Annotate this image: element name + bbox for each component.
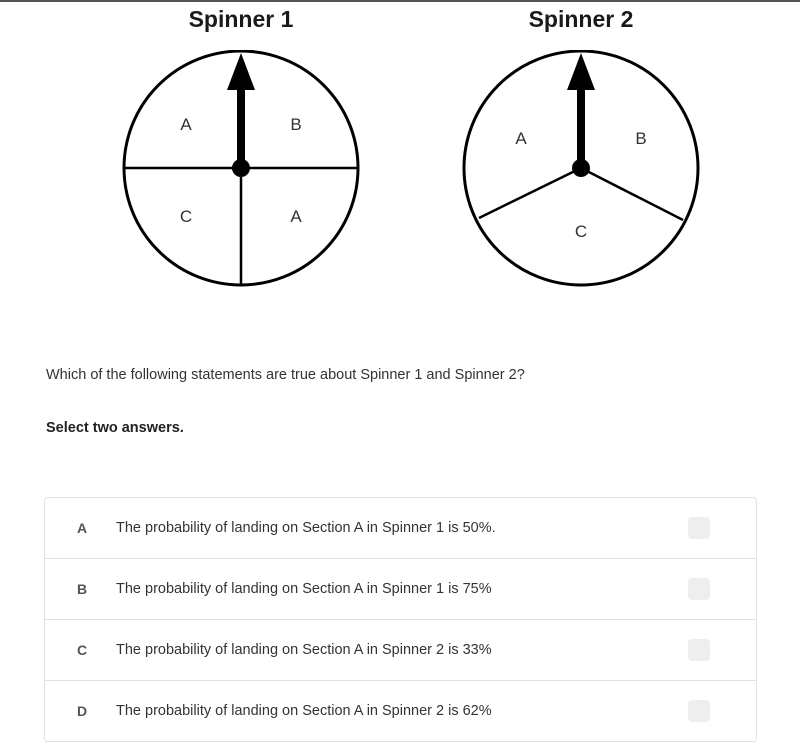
spinner-2-title: Spinner 2: [528, 6, 634, 32]
option-letter: A: [76, 520, 88, 536]
spinner-2-pivot: [572, 159, 590, 177]
checkbox-icon[interactable]: [688, 517, 710, 539]
spinner-2-label-b: B: [635, 129, 647, 148]
top-border: [0, 0, 800, 2]
option-letter: D: [76, 703, 88, 719]
checkbox-icon[interactable]: [688, 578, 710, 600]
spinner-2-label-a: A: [515, 129, 527, 148]
option-a[interactable]: [45, 498, 756, 559]
checkbox-icon[interactable]: [688, 639, 710, 661]
spinner-1-label-a-top: A: [180, 115, 192, 134]
spinner-2: [461, 50, 701, 290]
option-c[interactable]: [45, 620, 756, 681]
option-letter: B: [76, 581, 88, 597]
spinner-1-label-c: C: [179, 207, 193, 226]
spinner-1-label-a-bottom: A: [290, 207, 302, 226]
spinner-1-label-b: B: [290, 115, 302, 134]
instruction-text: Select two answers.: [46, 420, 184, 436]
checkbox-icon[interactable]: [688, 700, 710, 722]
option-text: The probability of landing on Section A in Spinner 2 is 33%: [116, 642, 492, 658]
question-text: Which of the following statements are true about Spinner 1 and Spinner 2?: [46, 367, 525, 383]
spinner-1: [121, 50, 361, 290]
option-letter: C: [76, 642, 88, 658]
option-text: The probability of landing on Section A in Spinner 2 is 62%: [116, 703, 492, 719]
spinner-2-label-c: C: [574, 222, 588, 241]
spinner-1-title: Spinner 1: [188, 6, 294, 32]
spinner-1-pivot: [232, 159, 250, 177]
option-text: The probability of landing on Section A in Spinner 1 is 50%.: [116, 520, 496, 536]
answer-options: [44, 497, 757, 742]
option-b[interactable]: [45, 559, 756, 620]
option-text: The probability of landing on Section A in Spinner 1 is 75%: [116, 581, 492, 597]
